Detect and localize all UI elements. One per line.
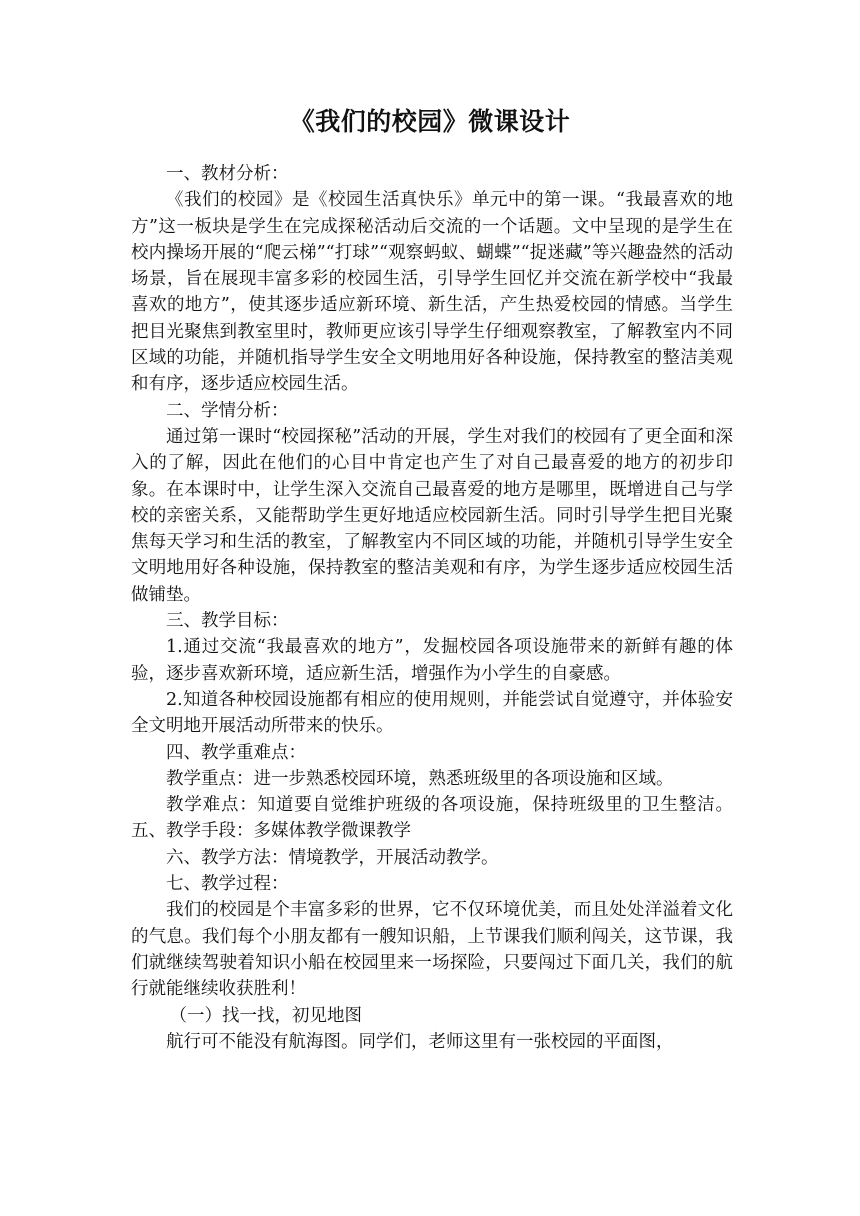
section-heading-textbook-analysis: 一、教材分析：: [166, 164, 289, 184]
paragraph-goal-2: 2.知道各种校园设施都有相应的使用规则，并能尝试自觉遵守，并体验安全文明地开展活动所带来的快乐。: [131, 689, 733, 737]
paragraph-key-point: 教学重点：进一步熟悉校园环境，熟悉班级里的各项设施和区域。: [166, 768, 674, 789]
paragraph-difficult-point: 教学难点：知道要自觉维护班级的各项设施，保持班级里的卫生整洁。五、教学手段：多媒体教学微课教学: [131, 795, 733, 842]
section-heading-key-points: 四、教学重难点：: [166, 742, 306, 763]
paragraph-goal-1: 1.通过交流“我最喜欢的地方”，发掘校园各项设施带来的新鲜有趣的体验，逐步喜欢新环境，适应新生活，增强作为小学生的自豪感。: [131, 637, 733, 684]
section-heading-teaching-process: 七、教学过程：: [166, 874, 289, 895]
paragraph-process-intro: 我们的校园是个丰富多彩的世界，它不仅环境优美，而且处处洋溢着文化的气息。我们每个小朋友都有一艘知识船，上节课我们顺利闯关，这节课，我们就继续驾驶着知识小船在校园里来一场探险，只要闯过下面几关，我们的航行就能继续收获胜利！: [131, 900, 733, 1000]
paragraph-textbook-analysis: 《我们的校园》是《校园生活真快乐》单元中的第一课。“我最喜欢的地方”这一板块是学生在完成探秘活动后交流的一个话题。文中呈现的是学生在校内操场开展的“爬云梯”“打球”“观察蚂蚁、蝴蝶”“捉迷藏”等兴趣盎然的活动场景，旨在展现丰富多彩的校园生活，引导学生回忆并交流在新学校中“我最喜欢的地方”，使其逐步适应新环境、新生活，产生热爱校园的情感。当学生把目光聚焦到教室里时，教师更应该引导学生仔细观察教室，了解教室内不同区域的功能，并随机指导学生安全文明地用好各种设施，保持教室的整洁美观和有序，逐步适应校园生活。: [131, 190, 733, 395]
subsection-heading-find-map: （一）找一找，初见地图: [169, 1005, 362, 1026]
section-heading-learner-analysis: 二、学情分析：: [166, 400, 289, 421]
paragraph-learner-analysis: 通过第一课时“校园探秘”活动的开展，学生对我们的校园有了更全面和深入的了解，因此在他们的心目中肯定也产生了对自己最喜爱的地方的初步印象。在本课时中，让学生深入交流自己最喜爱的地方是哪里，既增进自己与学校的亲密关系，又能帮助学生更好地适应校园新生活。同时引导学生把目光聚焦每天学习和生活的教室，了解教室内不同区域的功能，并随机引导学生安全文明地用好各种设施，保持教室的整洁美观和有序，为学生逐步适应校园生活做铺垫。: [131, 426, 733, 605]
section-heading-teaching-goals: 三、教学目标：: [166, 611, 289, 632]
section-heading-teaching-methods: 六、教学方法：情境教学，开展活动教学。: [166, 847, 499, 868]
paragraph-map-intro: 航行可不能没有航海图。同学们，老师这里有一张校园的平面图，: [166, 1031, 674, 1052]
document-title: 《我们的校园》微课设计: [289, 107, 571, 136]
document-body: [131, 161, 733, 1055]
